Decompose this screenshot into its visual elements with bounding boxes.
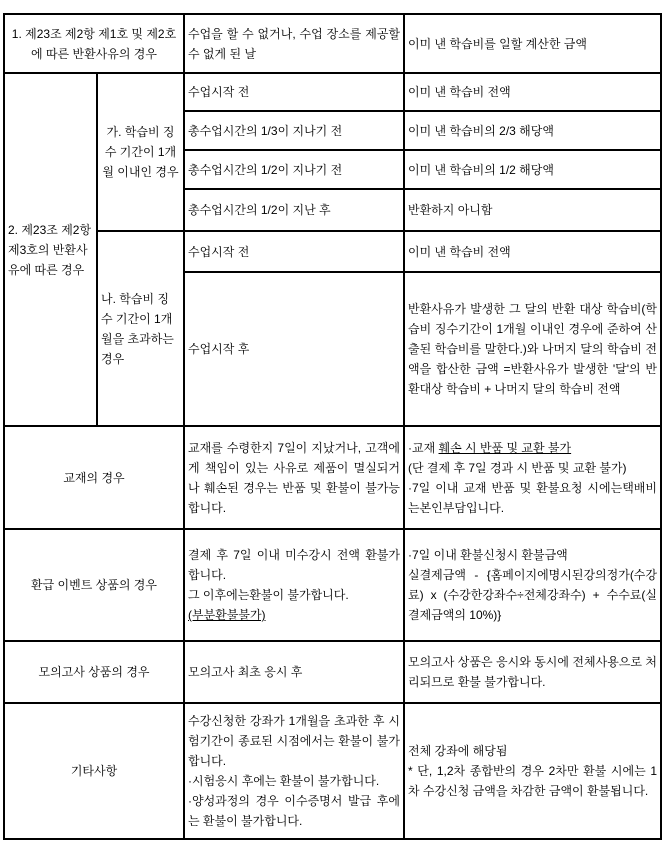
event-note-line1: ·7일 이내 환불신청시 환불금액 xyxy=(408,548,568,562)
etc-note-line1: 전체 강좌에 해당됨 xyxy=(408,744,508,758)
cell-event-note xyxy=(404,529,661,641)
table-row xyxy=(4,14,661,73)
cell-case-b-timing-1: 수업시작 전 xyxy=(184,231,404,272)
cell-case-a-amount-2: 이미 낸 학습비의 2/3 해당액 xyxy=(404,111,661,150)
table-row xyxy=(4,703,661,839)
cell-case-b-timing-2: 수업시작 후 xyxy=(184,272,404,426)
cell-case-b-label: 나. 학습비 징수 기간이 1개월을 초과하는 경우 xyxy=(97,231,184,426)
cell-case-b-amount-2: 반환사유가 발생한 그 달의 반환 대상 학습비(학습비 징수기간이 1개월 이내인 경우에 준하여 산출된 학습비를 말한다.)와 나머지 달의 학습비 전액을 합산한 금액 =반환사유가 발생한 '달'의 반환대상 학습비 + 나머지 달의 학습비 전액 xyxy=(404,272,661,426)
table-row xyxy=(4,73,661,111)
cell-section1-timing: 수업을 할 수 없거나, 수업 장소를 제공할 수 없게 된 날 xyxy=(184,14,404,73)
textbook-note-line2: (단 결제 후 7일 경과 시 반품 및 교환 불가) xyxy=(408,460,627,475)
cell-etc-label: 기타사항 xyxy=(4,703,184,839)
cell-textbook-label: 교재의 경우 xyxy=(4,426,184,529)
cell-mock-policy: 모의고사 최초 응시 후 xyxy=(184,641,404,703)
table-row xyxy=(4,641,661,703)
table-row xyxy=(4,426,661,529)
cell-section1-amount: 이미 낸 학습비를 일할 계산한 금액 xyxy=(404,14,661,73)
cell-case-a-amount-4: 반환하지 아니함 xyxy=(404,189,661,231)
cell-event-policy xyxy=(184,529,404,641)
cell-etc-policy xyxy=(184,703,404,839)
etc-policy-line2: ·시험응시 후에는 환불이 불가합니다. xyxy=(188,774,380,788)
event-policy-line2: 그 이후에는환불이 불가합니다. xyxy=(188,588,349,602)
event-policy-line3: (부분환불불가) xyxy=(188,608,266,622)
cell-case-a-timing-3: 총수업시간의 1/2이 지나기 전 xyxy=(184,150,404,189)
cell-mock-note: 모의고사 상품은 응시와 동시에 전체사용으로 처리되므로 환불 불가합니다. xyxy=(404,641,661,703)
cell-mock-label: 모의고사 상품의 경우 xyxy=(4,641,184,703)
table-row xyxy=(4,529,661,641)
cell-etc-note xyxy=(404,703,661,839)
event-policy-line1: 결제 후 7일 이내 미수강시 전액 환불가합니다. xyxy=(188,548,400,582)
cell-case-a-amount-3: 이미 낸 학습비의 1/2 해당액 xyxy=(404,150,661,189)
refund-policy-table xyxy=(3,13,662,840)
cell-textbook-note xyxy=(404,426,661,529)
textbook-note-line1: ·교재 훼손 시 반품 및 교환 불가 xyxy=(408,440,572,455)
cell-section1-reason: 1. 제23조 제2항 제1호 및 제2호에 따른 반환사유의 경우 xyxy=(4,14,184,73)
cell-case-a-amount-1: 이미 낸 학습비 전액 xyxy=(404,73,661,111)
cell-section2-label: 2. 제23조 제2항 제3호의 반환사유에 따른 경우 xyxy=(4,73,97,426)
cell-case-a-timing-1: 수업시작 전 xyxy=(184,73,404,111)
cell-case-b-amount-1: 이미 낸 학습비 전액 xyxy=(404,231,661,272)
etc-policy-line1: 수강신청한 강좌가 1개월을 초과한 후 시험기간이 종료된 시점에서는 환불이 불가합니다. xyxy=(188,714,400,768)
cell-case-a-timing-2: 총수업시간의 1/3이 지나기 전 xyxy=(184,111,404,150)
cell-case-a-label: 가. 학습비 징수 기간이 1개월 이내인 경우 xyxy=(97,73,184,231)
etc-policy-line3: ·양성과정의 경우 이수증명서 발급 후에는 환불이 불가합니다. xyxy=(188,794,400,828)
etc-note-line2: * 단, 1,2차 종합반의 경우 2차만 환불 시에는 1차 수강신청 금액을 차감한 금액이 환불됩니다. xyxy=(408,764,657,798)
event-note-line2: 실결제금액 - {홈페이지에명시된강의정가(수강료) x (수강한강좌수÷전체강좌수) + 수수료(실 결제금액의 10%)} xyxy=(408,568,657,622)
table-row xyxy=(4,231,661,272)
underlined-text: 훼손 시 반품 및 교환 불가 xyxy=(438,440,572,455)
cell-case-a-timing-4: 총수업시간의 1/2이 지난 후 xyxy=(184,189,404,231)
textbook-note-line3: ·7일 이내 교재 반품 및 환불요청 시에는택배비는본인부담입니다. xyxy=(408,480,657,515)
cell-textbook-policy: 교재를 수령한지 7일이 지났거나, 고객에게 책임이 있는 사유로 제품이 멸실되거나 훼손된 경우는 반품 및 환불이 불가능합니다. xyxy=(184,426,404,529)
cell-event-label: 환급 이벤트 상품의 경우 xyxy=(4,529,184,641)
